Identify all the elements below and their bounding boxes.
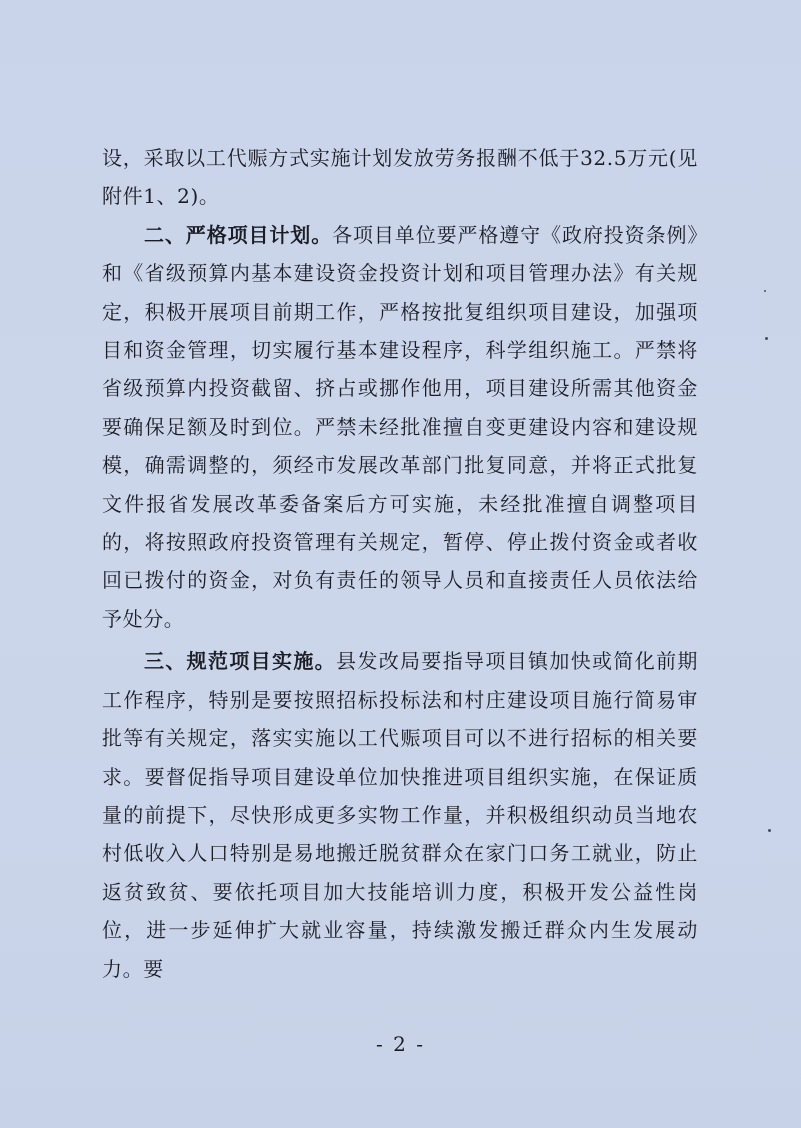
- paragraph-section-two: [102, 216, 698, 638]
- section-heading: 三、规范项目实施。: [144, 649, 337, 674]
- scan-speck: [765, 337, 768, 340]
- paragraph-continuation: [102, 139, 698, 216]
- paragraph-text: 各项目单位要严格遵守《政府投资条例》和《省级预算内基本建设资金投资计划和项目管理办法》有关规定，积极开展项目前期工作，严格按批复组织项目建设，加强项目和资金管理，切实履行基本建设程序，科学组织施工。严禁将省级预算内投资截留、挤占或挪作他用，项目建设所需其他资金要确保足额及时到位。严禁未经批准擅自变更建设内容和建设规模，确需调整的，须经市发展改革部门批复同意，并将正式批复文件报省发展改革委备案后方可实施，未经批准擅自调整项目的，将按照政府投资管理有关规定，暂停、停止拨付资金或者收回已拨付的资金，对负有责任的领导人员和直接责任人员依法给予处分。: [102, 222, 698, 631]
- scan-speck: [768, 829, 771, 832]
- document-body: [102, 139, 698, 988]
- paragraph-section-three: [102, 642, 698, 988]
- paragraph-text: 设，采取以工代赈方式实施计划发放劳务报酬不低于32.5万元(见附件1、2)。: [102, 146, 698, 209]
- paragraph-text: 县发改局要指导项目镇加快或简化前期工作程序，特别是要按照招标投标法和村庄建设项目施行简易审批等有关规定，落实实施以工代赈项目可以不进行招标的相关要求。要督促指导项目建设单位加快推进项目组织实施，在保证质量的前提下，尽快形成更多实物工作量，并积极组织动员当地农村低收入人口特别是易地搬迁脱贫群众在家门口务工就业，防止返贫致贫、要依托项目加大技能培训力度，积极开发公益性岗位，进一步延伸扩大就业容量，持续激发搬迁群众内生发展动力。要: [102, 649, 699, 981]
- page-number: - 2 -: [376, 1032, 425, 1056]
- section-heading: 二、严格项目计划。: [144, 222, 333, 247]
- scan-speck: [764, 290, 766, 292]
